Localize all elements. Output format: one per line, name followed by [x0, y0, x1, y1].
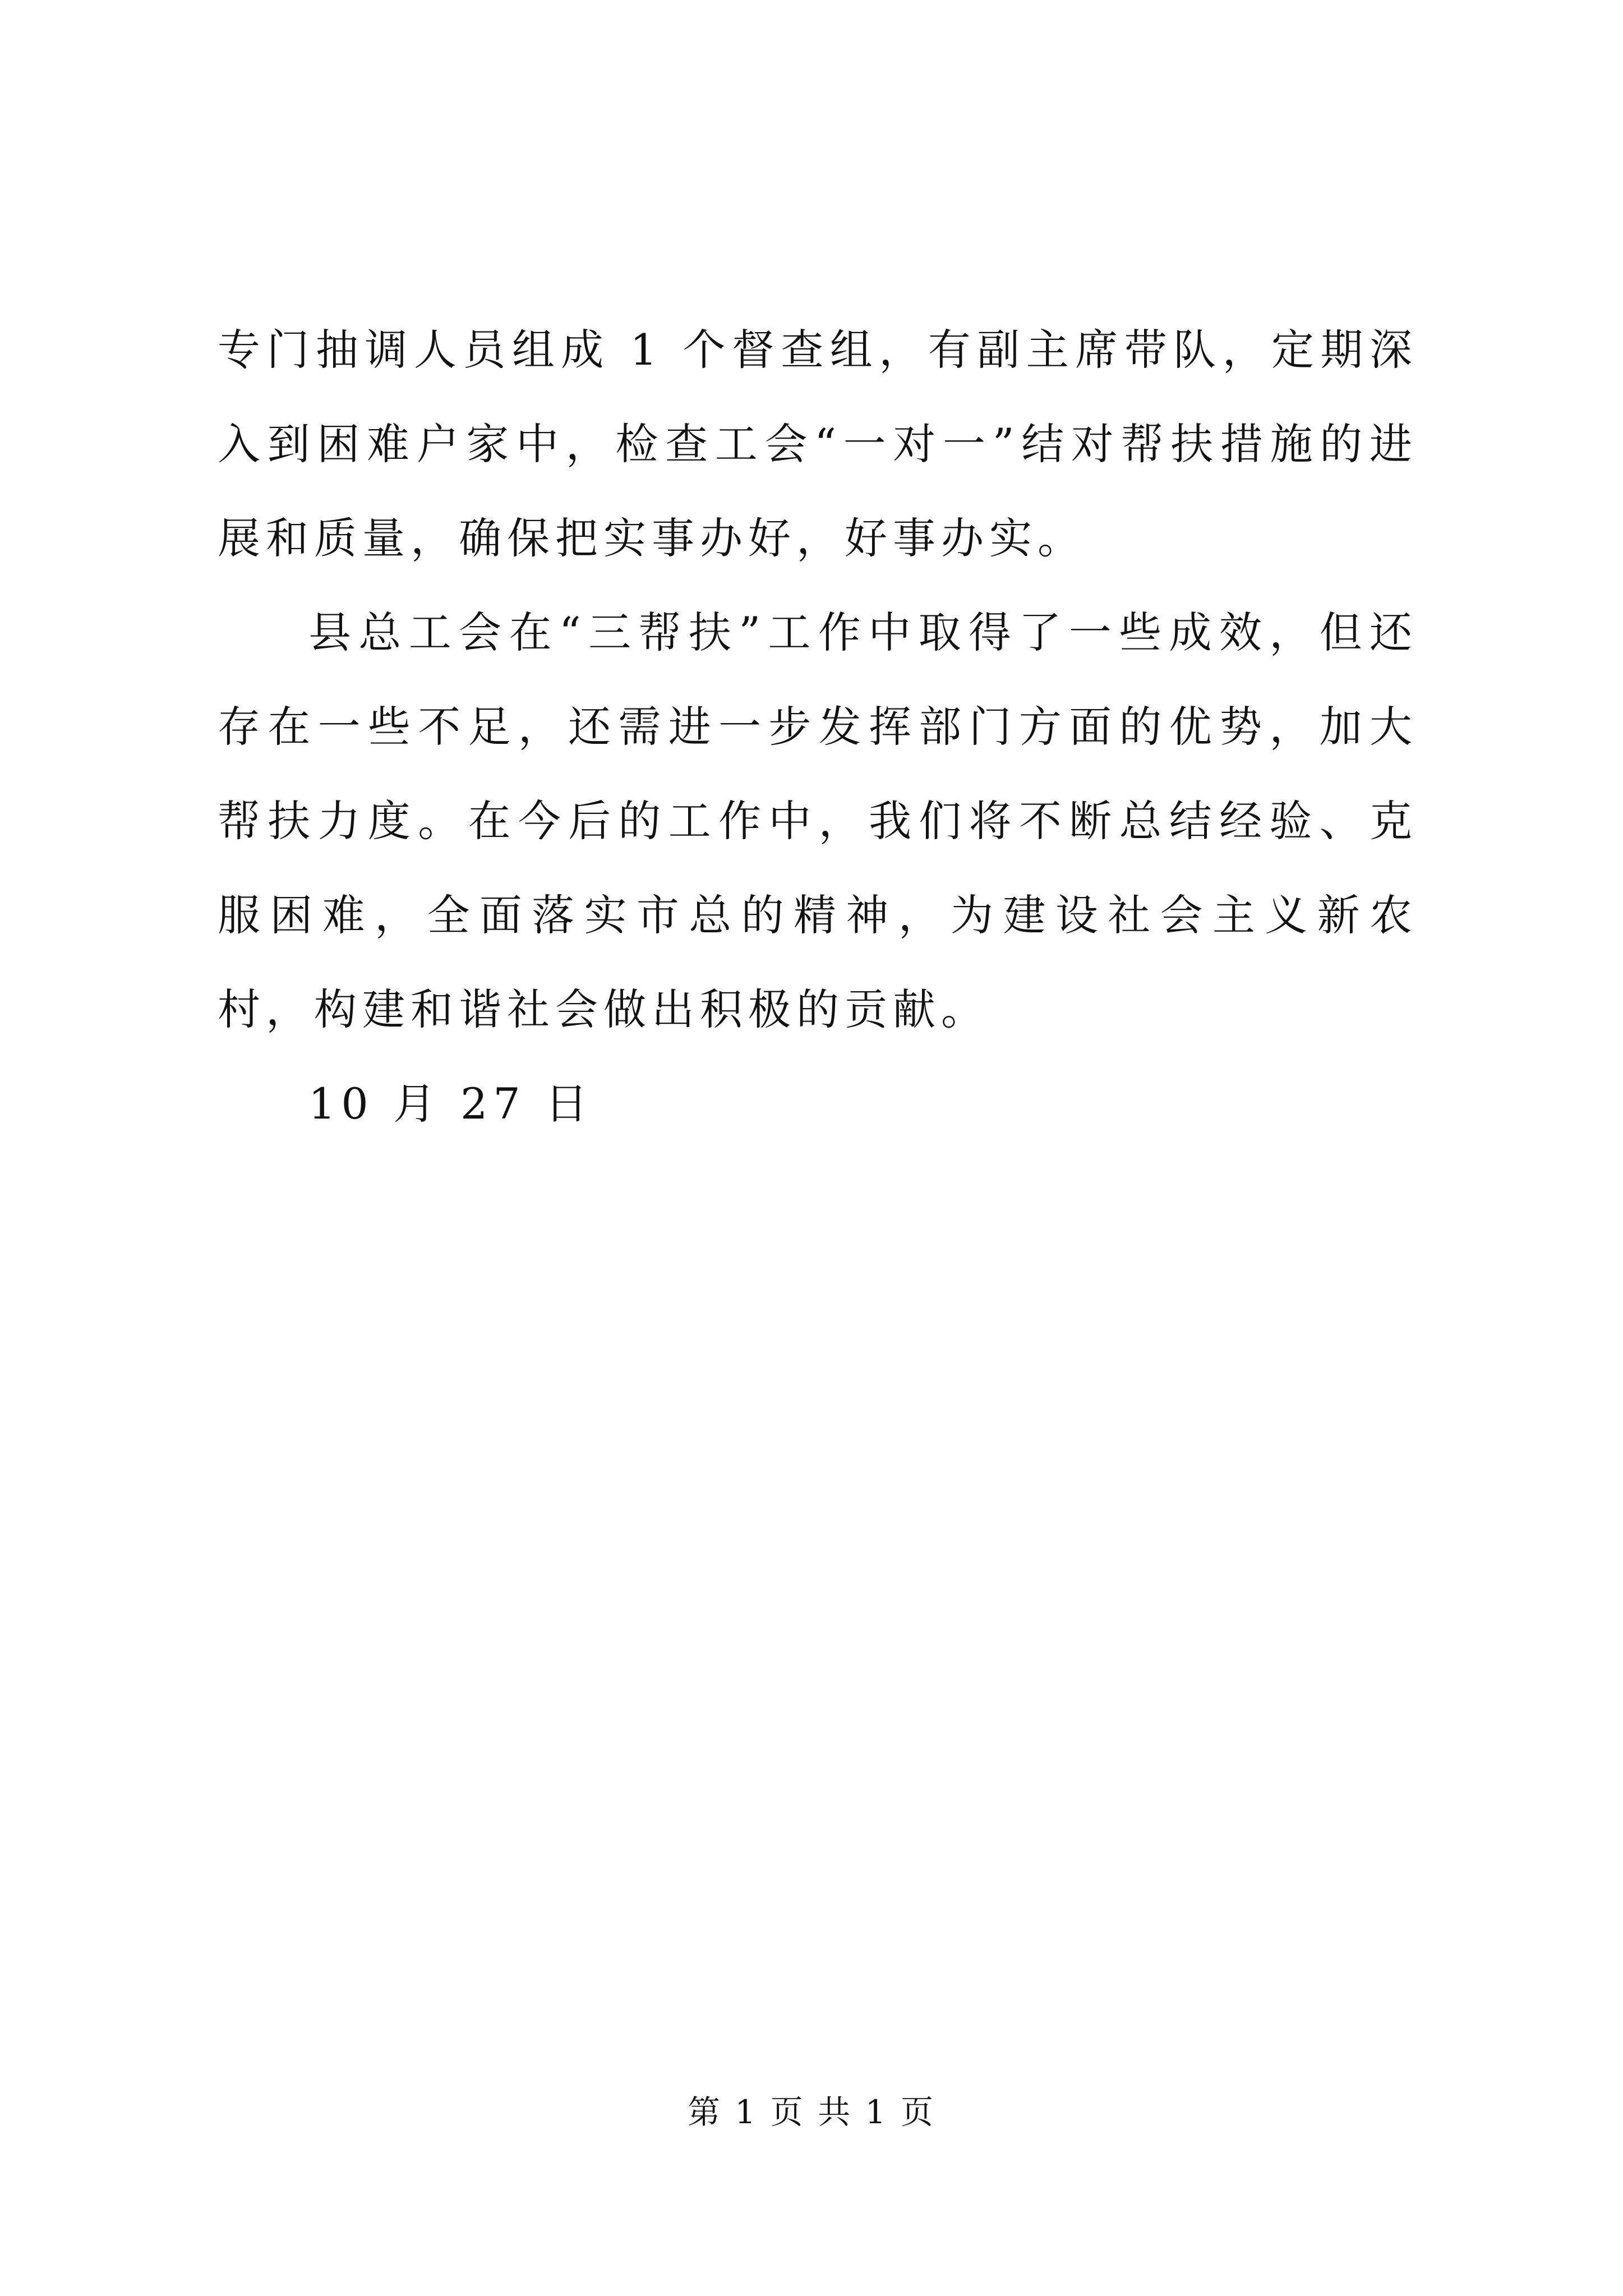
paragraph-supervision: 专门抽调人员组成 1 个督查组，有副主席带队，定期深入到困难户家中，检查工会“一对一”结对帮扶措施的进展和质量，确保把实事办好，好事办实。: [218, 325, 1418, 563]
document-body: [218, 303, 1418, 1151]
page-number-footer: 第 1 页 共 1 页: [688, 2093, 935, 2131]
paragraph-summary: 县总工会在“三帮扶”工作中取得了一些成效，但还存在一些不足，还需进一步发挥部门方面的优势，加大帮扶力度。在今后的工作中，我们将不断总结经验、克服困难，全面落实市总的精神，为建设社会主义新农村，构建和谐社会做出积极的贡献。: [218, 608, 1418, 1034]
document-date: 10 月 27 日: [308, 1079, 593, 1129]
